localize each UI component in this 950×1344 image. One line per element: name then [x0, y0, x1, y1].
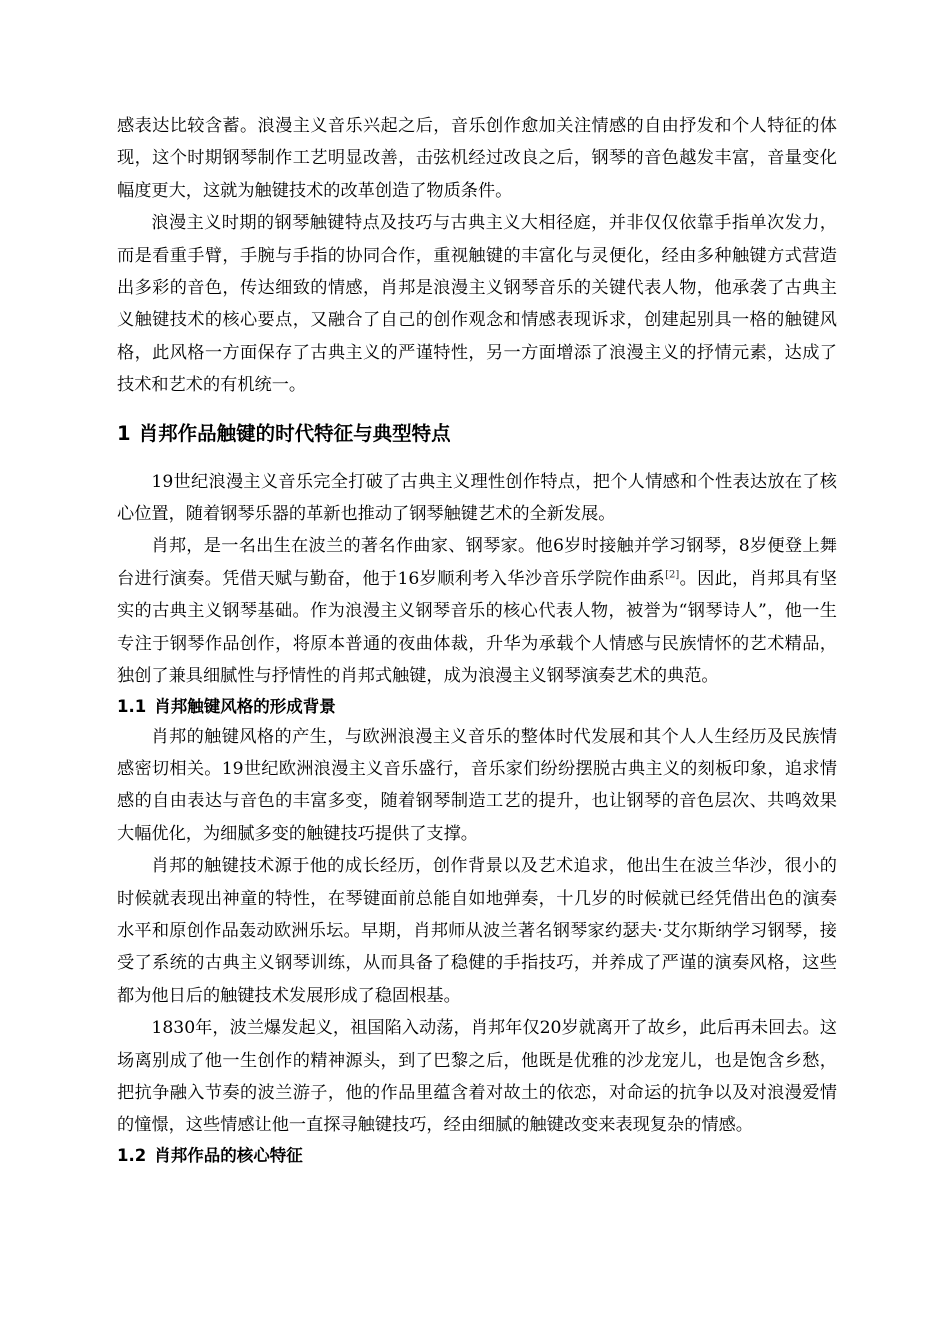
section-heading-1-1: [117, 693, 837, 721]
paragraph-text: 肖邦，是一名出生在波兰的著名作曲家、钢琴家。他6岁时接触并学习钢琴，8岁便登上舞台进行演奏。凭借天赋与勤奋，他于16岁顺利考入华沙音乐学院作曲系: [117, 536, 837, 589]
section-number: 1: [117, 421, 131, 445]
paragraph-with-citation: [117, 530, 837, 692]
document-page: [117, 110, 837, 1170]
section-number: 1.2: [117, 1145, 147, 1165]
citation-marker: [2]: [665, 569, 680, 581]
paragraph: 浪漫主义时期的钢琴触键特点及技巧与古典主义大相径庭，并非仅仅依靠手指单次发力，而是看重手臂，手腕与手指的协同合作，重视触键的丰富化与灵便化，经由多种触键方式营造出多彩的音色，传达细致的情感，肖邦是浪漫主义钢琴音乐的关键代表人物，他承袭了古典主义触键技术的核心要点，又融合了自己的创作观念和情感表现诉求，创建起别具一格的触键风格，此风格一方面保存了古典主义的严谨特性，另一方面增添了浪漫主义的抒情元素，达成了技术和艺术的有机统一。: [117, 213, 837, 396]
paragraph-continued: 感表达比较含蓄。浪漫主义音乐兴起之后，音乐创作愈加关注情感的自由抒发和个人特征的体现，这个时期钢琴制作工艺明显改善，击弦机经过改良之后，钢琴的音色越发丰富，音量变化幅度更大，这就为触键技术的改革创造了物质条件。: [117, 116, 837, 201]
section-number: 1.1: [117, 696, 147, 716]
section-title: 肖邦作品的核心特征: [154, 1145, 303, 1165]
section-heading-1: [117, 420, 837, 448]
section-title: 肖邦作品触键的时代特征与典型特点: [138, 421, 451, 445]
section-title: 肖邦触键风格的形成背景: [154, 696, 336, 716]
paragraph: 肖邦的触键风格的产生，与欧洲浪漫主义音乐的整体时代发展和其个人人生经历及民族情感密切相关。19世纪欧洲浪漫主义音乐盛行，音乐家们纷纷摆脱古典主义的刻板印象，追求情感的自由表达与音色的丰富多变，随着钢琴制造工艺的提升，也让钢琴的音色层次、共鸣效果大幅优化，为细腻多变的触键技巧提供了支撑。: [117, 726, 837, 844]
paragraph: 肖邦的触键技术源于他的成长经历，创作背景以及艺术追求，他出生在波兰华沙，很小的时候就表现出神童的特性，在琴键面前总能自如地弹奏，十几岁的时候就已经凭借出色的演奏水平和原创作品轰动欧洲乐坛。早期，肖邦师从波兰著名钢琴家约瑟夫·艾尔斯纳学习钢琴，接受了系统的古典主义钢琴训练，从而具备了稳健的手指技巧，并养成了严谨的演奏风格，这些都为他日后的触键技术发展形成了稳固根基。: [117, 856, 837, 1006]
paragraph-text: 。因此，肖邦具有坚实的古典主义钢琴基础。作为浪漫主义钢琴音乐的核心代表人物，被誉为“钢琴诗人”，他一生专注于钢琴作品创作，将原本普通的夜曲体裁，升华为承载个人情感与民族情怀的艺术精品，独创了兼具细腻性与抒情性的肖邦式触键，成为浪漫主义钢琴演奏艺术的典范。: [117, 568, 837, 687]
paragraph: 19世纪浪漫主义音乐完全打破了古典主义理性创作特点，把个人情感和个性表达放在了核心位置，随着钢琴乐器的革新也推动了钢琴触键艺术的全新发展。: [117, 471, 837, 525]
section-heading-1-2: [117, 1142, 837, 1170]
paragraph: 1830年，波兰爆发起义，祖国陷入动荡，肖邦年仅20岁就离开了故乡，此后再未回去。这场离别成了他一生创作的精神源头，到了巴黎之后，他既是优雅的沙龙宠儿，也是饱含乡愁，把抗争融入节奏的波兰游子，他的作品里蕴含着对故土的依恋，对命运的抗争以及对浪漫爱情的憧憬，这些情感让他一直探寻触键技巧，经由细腻的触键改变来表现复杂的情感。: [117, 1018, 837, 1136]
